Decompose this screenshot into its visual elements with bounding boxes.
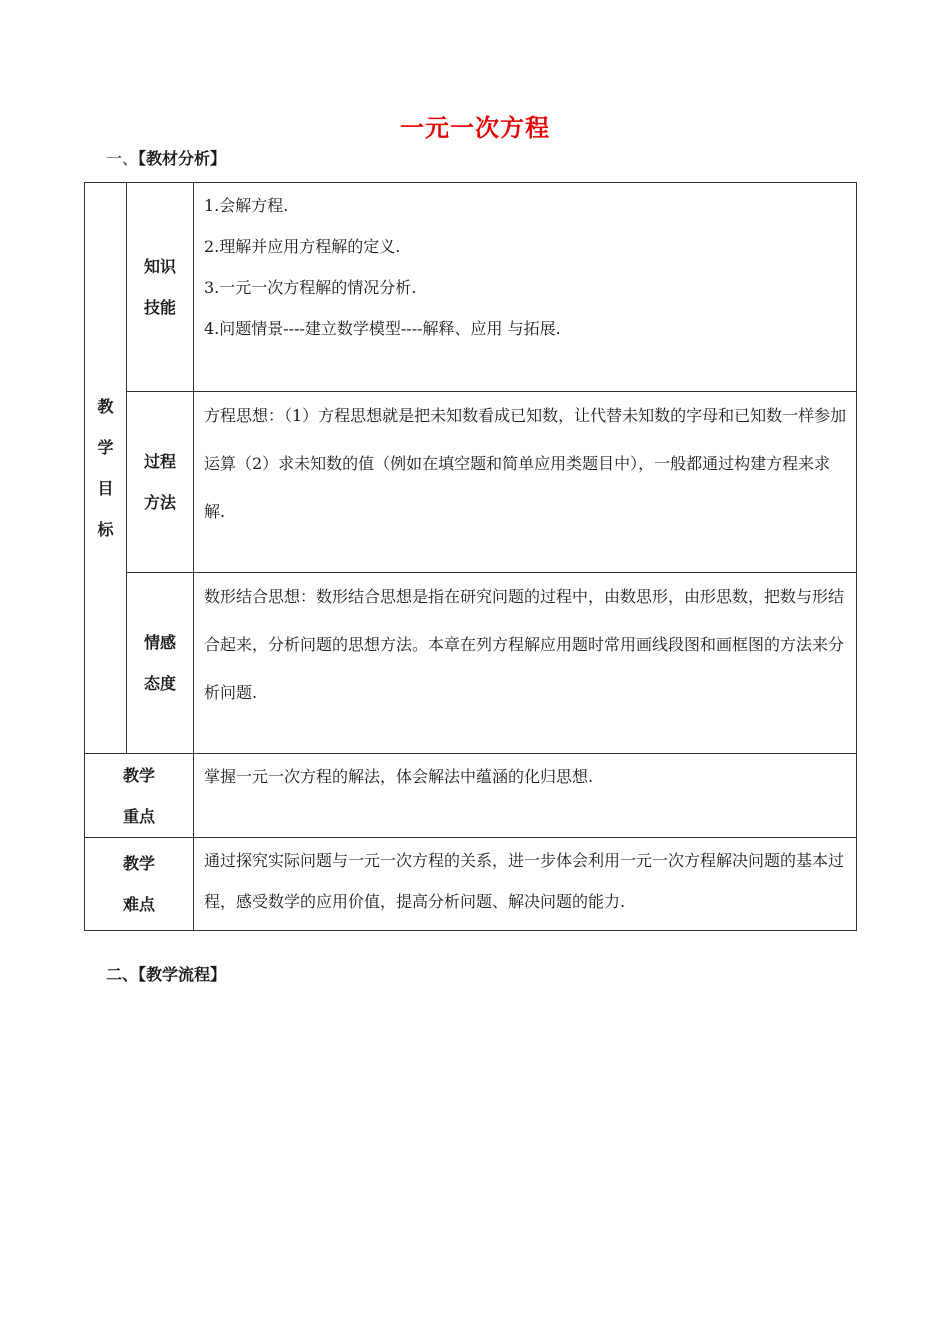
label-line: 知识 [143,257,176,276]
knowledge-skill-content [194,183,857,392]
label-line: 难点 [122,895,155,914]
section-number: 二、 [106,965,139,984]
label-line: 态度 [143,674,176,693]
label-line: 情感 [143,633,176,652]
label-line: 教学 [122,765,155,785]
label-line: 重点 [122,806,155,826]
page-title: 一元一次方程 [400,114,550,142]
difficulties-content: 通过探究实际问题与一元一次方程的关系，进一步体会利用一元一次方程解决问题的基本过程，感受数学的应用价值，提高分析问题、解决问题的能力. [194,838,857,931]
label-line: 技能 [143,298,176,317]
key-points-label [85,754,194,838]
label-line: 教学 [122,854,155,873]
list-item: 3.一元一次方程解的情况分析. [204,278,417,297]
label-char: 教 [97,397,114,416]
knowledge-skill-label [127,183,194,392]
list-item: 4.问题情景----建立数学模型----解释、应用 与拓展. [204,319,561,338]
teaching-goal-label [85,183,127,754]
label-char: 学 [97,438,114,457]
section-number: 一、 [106,149,139,168]
table-row [85,392,857,573]
process-method-content: 方程思想：（1）方程思想就是把未知数看成已知数，让代替未知数的字母和已知数一样参加运算（2）求未知数的值（例如在填空题和简单应用类题目中），一般都通过构建方程来求解. [194,392,857,573]
section-label: 【教学流程】 [138,965,227,984]
list-item: 2.理解并应用方程解的定义. [204,237,401,256]
label-line: 方法 [143,493,176,512]
label-char: 标 [97,520,114,539]
difficulties-label [85,838,194,931]
table-row [85,754,857,838]
table-row [85,838,857,931]
label-char: 目 [97,479,114,498]
label-line: 过程 [143,452,176,471]
key-points-content: 掌握一元一次方程的解法，体会解法中蕴涵的化归思想. [194,754,857,838]
analysis-table [84,182,857,931]
section-heading-analysis [106,146,226,169]
process-method-label [127,392,194,573]
emotion-attitude-label [127,573,194,754]
section-heading-flow [106,962,226,985]
list-item: 1.会解方程. [204,196,289,215]
emotion-attitude-content: 数形结合思想：数形结合思想是指在研究问题的过程中，由数思形，由形思数，把数与形结合起来，分析问题的思想方法。本章在列方程解应用题时常用画线段图和画框图的方法来分析问题. [194,573,857,754]
table-row [85,573,857,754]
table-row [85,183,857,392]
section-label: 【教材分析】 [138,149,227,168]
